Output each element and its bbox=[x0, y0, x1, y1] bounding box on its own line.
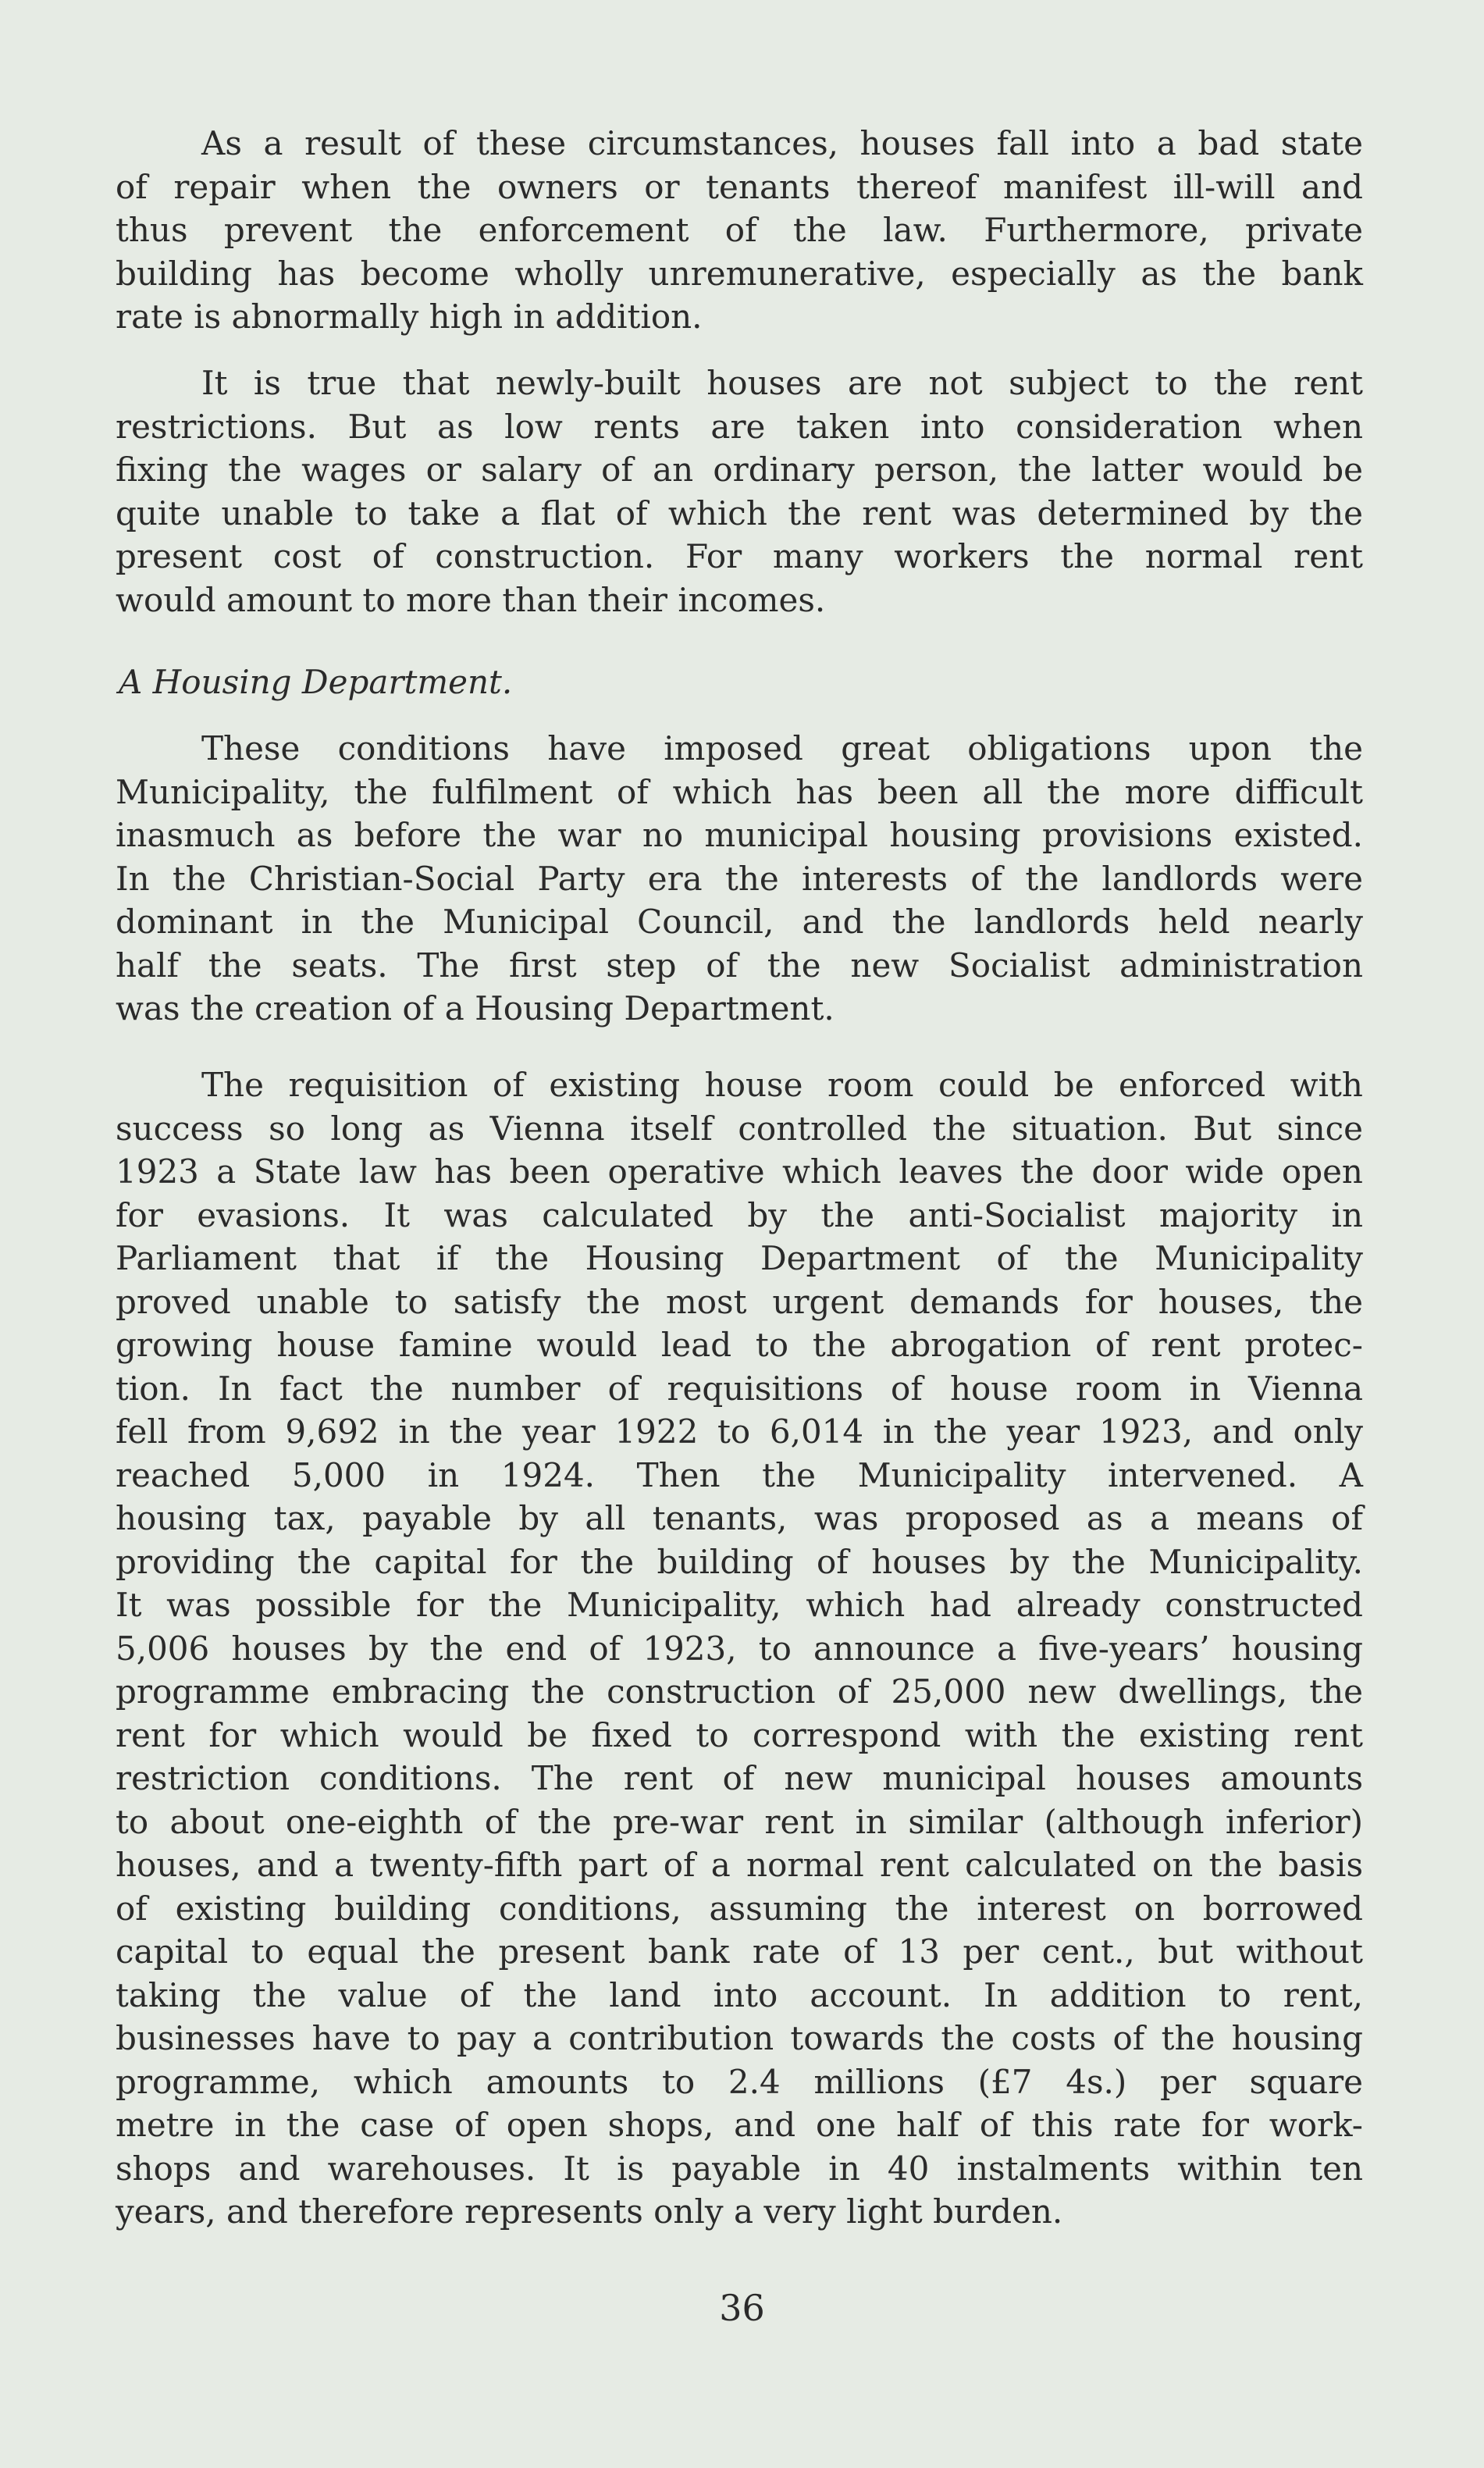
text-line: growing house famine would lead to the abrogation of rent protec- bbox=[116, 1326, 1363, 1364]
paragraph-3 bbox=[116, 727, 1363, 1031]
text-line: providing the capital for the building of houses by the Municipality. bbox=[116, 1542, 1363, 1581]
text-line: As a result of these circumstances, houses fall into a bad state bbox=[201, 124, 1363, 162]
text-line: fixing the wages or salary of an ordinary person, the latter would be bbox=[116, 451, 1363, 489]
text-line: metre in the case of open shops, and one half of this rate for work- bbox=[116, 2106, 1363, 2144]
text-line: houses, and a twenty-fifth part of a normal rent calculated on the basis bbox=[116, 1846, 1363, 1884]
text-line: building has become wholly unremunerative, especially as the bank bbox=[116, 254, 1363, 293]
text-line: reached 5,000 in 1924. Then the Municipality intervened. A bbox=[116, 1455, 1363, 1494]
text-line: The requisition of existing house room could be enforced with bbox=[201, 1066, 1363, 1104]
text-line: housing tax, payable by all tenants, was proposed as a means of bbox=[116, 1499, 1363, 1537]
text-line: 5,006 houses by the end of 1923, to announce a five-years’ housing bbox=[116, 1629, 1363, 1668]
text-line: would amount to more than their incomes. bbox=[116, 580, 826, 619]
paragraph-4 bbox=[116, 1063, 1363, 2234]
text-line: years, and therefore represents only a very light burden. bbox=[116, 2192, 1063, 2231]
text-line: It is true that newly-built houses are not subject to the rent bbox=[201, 364, 1363, 402]
text-line: tion. In fact the number of requisitions of house room in Vienna bbox=[116, 1369, 1363, 1408]
text-line: programme embracing the construction of 25,000 new dwellings, the bbox=[116, 1672, 1363, 1711]
text-line: was the creation of a Housing Department. bbox=[116, 989, 835, 1027]
text-line: restrictions. But as low rents are taken into consideration when bbox=[116, 407, 1363, 446]
text-line: fell from 9,692 in the year 1922 to 6,014 in the year 1923, and only bbox=[116, 1412, 1363, 1451]
text-line: thus prevent the enforcement of the law. Furthermore, private bbox=[116, 211, 1363, 249]
section-heading: A Housing Department. bbox=[119, 663, 513, 701]
text-line: It was possible for the Municipality, which had already constructed bbox=[116, 1586, 1363, 1624]
text-line: restriction conditions. The rent of new municipal houses amounts bbox=[116, 1759, 1363, 1797]
paragraph-1 bbox=[116, 122, 1363, 339]
text-line: rent for which would be fixed to correspond with the existing rent bbox=[116, 1715, 1363, 1754]
paragraph-2 bbox=[116, 361, 1363, 621]
text-line: capital to equal the present bank rate of 13 per cent., but without bbox=[116, 1932, 1363, 1971]
text-line: Parliament that if the Housing Department of the Municipality bbox=[116, 1239, 1363, 1277]
text-line: These conditions have imposed great obligations upon the bbox=[201, 729, 1363, 767]
text-line: success so long as Vienna itself controlled the situation. But since bbox=[116, 1109, 1363, 1148]
text-line: for evasions. It was calculated by the anti-Socialist majority in bbox=[116, 1195, 1363, 1234]
text-line: businesses have to pay a contribution towards the costs of the housing bbox=[116, 2019, 1363, 2057]
text-line: present cost of construction. For many workers the normal rent bbox=[116, 537, 1363, 575]
text-line: inasmuch as before the war no municipal housing provisions existed. bbox=[116, 816, 1363, 854]
text-line: to about one-eighth of the pre-war rent in similar (although inferior) bbox=[116, 1802, 1363, 1841]
text-line: quite unable to take a flat of which the rent was determined by the bbox=[116, 493, 1363, 532]
text-line: half the seats. The first step of the new Socialist administration bbox=[116, 946, 1363, 985]
text-line: taking the value of the land into account. In addition to rent, bbox=[116, 1975, 1363, 2014]
text-line: Municipality, the fulfilment of which has been all the more difficult bbox=[116, 772, 1363, 811]
text-line: dominant in the Municipal Council, and the landlords held nearly bbox=[116, 903, 1363, 941]
text-line: proved unable to satisfy the most urgent demands for houses, the bbox=[116, 1282, 1363, 1321]
text-line: shops and warehouses. It is payable in 40 instalments within ten bbox=[116, 2149, 1363, 2188]
text-line: of existing building conditions, assuming the interest on borrowed bbox=[116, 1889, 1363, 1928]
text-line: rate is abnormally high in addition. bbox=[116, 297, 703, 336]
text-line: 1923 a State law has been operative which leaves the door wide open bbox=[116, 1152, 1363, 1191]
text-line: programme, which amounts to 2.4 millions (£7 4s.) per square bbox=[116, 2062, 1363, 2101]
page-number: 36 bbox=[719, 2287, 765, 2329]
text-line: of repair when the owners or tenants thereof manifest ill-will and bbox=[116, 167, 1363, 206]
text-line: In the Christian-Social Party era the interests of the landlords were bbox=[116, 859, 1363, 898]
